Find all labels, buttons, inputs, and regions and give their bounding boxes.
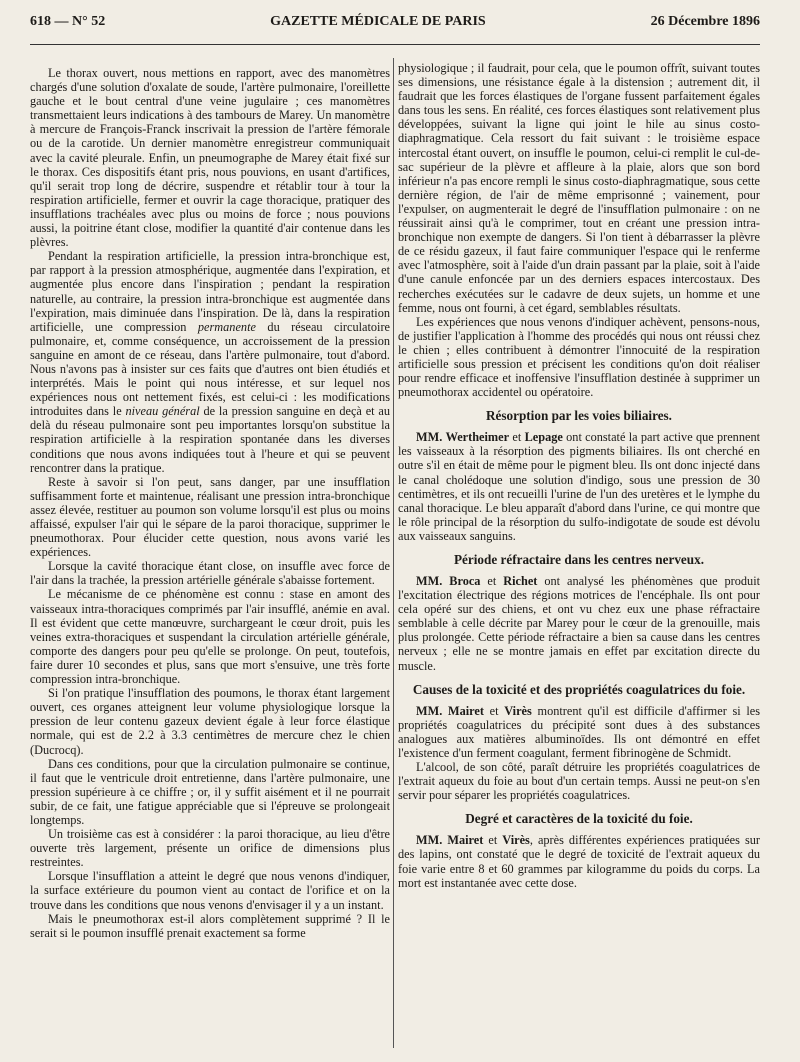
emphasis: niveau général: [125, 404, 200, 419]
text-run: ont constaté la part active que prennent les vaisseaux à la résorption des pigments biliaires. Ils ont cherché en outre s'il en était de même pour le pigment bleu. Ils ont donc injecté dans le canal cholédoque une solution d'indigo, sous une pression de 30 centimètres, et ils ont recueilli l'urine de l'un des uretères et le lymphe du canal thoracique. Le bleu apparaît d'abord dans l'urine, ce qui montre que le rôle principal de la résorption du sulfo-indigotate de soude est dévolu aux vaisseaux sanguins.: [398, 430, 761, 543]
paragraph: Si l'on pratique l'insufflation des poumons, le thorax étant largement ouvert, ces organes atteignent leur volume physiologique lorsque la pression de leur contenu gazeux devient égale à leur force élastique normale, qui est de 2.2 à 3.3 centimètres de mercure chez le chien (Ducrocq).: [30, 686, 390, 757]
paragraph: Mais le pneumothorax est-il alors complètement supprimé ? Il le serait si le poumon insufflé prenait exactement sa forme: [30, 911, 390, 940]
left-column: [30, 66, 390, 940]
text-run: et: [512, 430, 522, 445]
paragraph: [398, 574, 760, 673]
text-run: et: [487, 574, 497, 588]
journal-title: GAZETTE MÉDICALE DE PARIS: [270, 14, 486, 29]
section-heading: Causes de la toxicité et des propriétés coagulatrices du foie.: [412, 681, 746, 697]
author-name: Richet: [503, 574, 538, 588]
page-number: 618 — N° 52: [30, 14, 106, 29]
section-heading: Résorption par les voies biliaires.: [486, 408, 672, 424]
author-prefix: MM.: [416, 430, 443, 445]
paragraph: L'alcool, de son côté, paraît détruire les propriétés coagulatrices de l'extrait aqueux du foie au bout d'un certain temps. Aussi ne peut-on s'en servir pour séparer les propriétés coagulatrices.: [398, 760, 760, 803]
author-prefix: MM.: [416, 703, 443, 718]
author-name: Mairet: [447, 833, 484, 848]
text-run: Pendant la respiration artificielle, la pression intra-bronchique est, par rapport à la pression atmosphérique, augmentée dans l'expiration, et augmentée plus encore dans l'inspiration ; pendant la respiration naturelle, au contraire, la pression intra-bronchique est augmentée dans l'expiration, mais diminuée dans l'inspiration. De là, dans la respiration artificielle, une compression: [30, 249, 390, 334]
paragraph: Dans ces conditions, pour que la circulation pulmonaire se continue, il faut que le ventricule droit entretienne, dans l'artère pulmonaire, une pression supérieure à ce chiffre ; or, il y suffit aisément et il ne pourrait subir, de ce fait, une fatigue appréciable que si l'épreuve se prolongeait longtemps.: [30, 756, 390, 827]
column-divider: [393, 58, 394, 1048]
page-header: [30, 14, 760, 40]
paragraph: Le thorax ouvert, nous mettions en rapport, avec des manomètres chargés d'une solution d'oxalate de soude, l'artère pulmonaire, l'oreillette gauche et le bout central d'une veine jugulaire ; ces manomètres transmettaient leurs indications à des tambours de Marey. Un manomètre à mercure de François-Franck inscrivait la pression de l'artère fémorale ou de la carotide. Un dernier manomètre enregistreur communiquait avec la cavité pleurale. Enfin, un pneumographe de Marey était fixé sur le thorax. Ces dispositifs étant pris, nous pouvions, en usant d'artifices, qu'il serait trop long de décrire, suspendre et rétablir tour à tour la respiration artificielle, fermer et ouvrir la cage thoracique, pratiquer des insufflations trachéales avec plus ou moins de force ; nous pouvions aussi, la poitrine étant close, modifier la quantité d'air contenue dans les plèvres.: [30, 66, 390, 250]
paragraph: Reste à savoir si l'on peut, sans danger, par une insufflation suffisamment forte et maintenue, réalisant une pression intra-bronchique assez élevée, restituer au poumon son volume lorsqu'il est plus ou moins affaissé, expulser l'air qui le sépare de la paroi thoracique, supprimer le pneumothorax. Pour élucider cette question, nous avons varié les expériences.: [30, 474, 390, 560]
issue-date: 26 Décembre 1896: [650, 14, 760, 29]
text-run: montrent qu'il est difficile d'affirmer si les propriétés coagulatrices du précipité sont dues à des substances analogues aux matières albuminoïdes. Ils ont démontré en effet l'existence d'un ferment coagulant, ferment fibrinogène de Schmidt.: [398, 703, 761, 760]
text-run: du réseau circulatoire pulmonaire, et, comme conséquence, un accroissement de la pression sanguine en amont de ce réseau, dans l'artère pulmonaire, tout d'abord. Nous n'avons pas à insister sur ces faits que d'autres ont bien étudiés et interprétés. Mais le point qui nous intéresse, et sur lequel nos expériences nous ont nettement fixés, est celui-ci : les modifications introduites dans le: [30, 319, 391, 419]
paragraph: [30, 249, 390, 475]
text-run: , après différentes expériences pratiquées sur des lapins, ont constaté que le degré de toxicité de l'extrait aqueux du foie varie entre 8 et 60 grammes par kilogramme du poids du corps. La mort est instantanée avec cette dose.: [398, 833, 760, 890]
author-name: Broca: [449, 574, 481, 588]
paragraph: physiologique ; il faudrait, pour cela, que le poumon offrît, suivant toutes ses dimensions, une résistance égale à la distension ; autrement dit, il faudrait que les forces élastiques de l'organe fussent parfaitement égales dans tous les sens. En réalité, ces forces élastiques sont relativement plus développées, suivant la ligne qui joint le hile au sinus costo-diaphragmatique. Cela ressort du fait suivant : le troisième espace intercostal étant ouvert, on insuffle le poumon, celui-ci remplit le cul-de-sac supérieur de la plèvre et affleure à la plaie, alors que son bord inférieur n'a pas encore rempli le sinus costo-diaphragmatique, sous cette dernière région, de l'air de même emprisonné ; vainement, pour l'expulser, on augmenterait le degré de l'insufflation pulmonaire : on ne réussirait ainsi qu'à le comprimer, tout en créant une pression intra-bronchique non exempte de dangers. Si l'on tient à débarrasser la plèvre de ce résidu gazeux, il faut faire communiquer l'espace qui le renferme avec l'atmosphère, soit à l'aide d'un drain passant par la plaie, soit à l'aide d'une canule enfoncée par un des derniers espaces intercostaux. Des recherches exécutées sur le cadavre de deux sujets, un homme et une femme, nous ont fourni, à cet égard, semblables résultats.: [398, 61, 760, 315]
author-name: Virès: [502, 833, 530, 848]
author-prefix: MM.: [416, 574, 443, 588]
author-prefix: MM.: [416, 833, 443, 848]
author-name: Mairet: [448, 703, 484, 718]
paragraph: [398, 833, 760, 889]
header-rule: [30, 44, 760, 45]
paragraph: Lorsque la cavité thoracique étant close, on insuffle avec force de l'air dans la trachée, la pression artérielle générale s'abaisse fortement.: [30, 559, 390, 588]
text-run: et: [489, 703, 499, 718]
paragraph: Un troisième cas est à considérer : la paroi thoracique, au lieu d'être ouverte très largement, présente un orifice de dimensions plus restreintes.: [30, 827, 390, 870]
text-run: ont analysé les phénomènes que produit l'excitation électrique des régions motrices de l'encéphale. Ils ont pour cela opéré sur des chiens, et ont vu chez eux une phase réfractaire semblable à celle décrite par Marey pour le cœur de la grenouille, mais plus prolongée. Cette période réfractaire a bien sa cause dans les centres nerveux ; elle ne se montre jamais en effet par excitation directe du muscle.: [398, 574, 761, 673]
paragraph: [398, 430, 760, 543]
author-name: Lepage: [524, 430, 563, 445]
emphasis: permanente: [197, 319, 256, 334]
paragraph: Lorsque l'insufflation a atteint le degré que nous venons d'indiquer, la surface extérieure du poumon vient au contact de l'orifice et on la trouve dans les conditions que nous venons d'envisager il y a un instant.: [30, 869, 390, 912]
paragraph: Le mécanisme de ce phénomène est connu : stase en amont des vaisseaux intra-thoraciques comprimés par l'air insufflé, anémie en aval. Il est évident que cette manœuvre, surchargeant le cœur droit, puis les veines extra-thoraciques et suspendant la circulation artérielle générale, comporte des dangers pour peu qu'elle se prolonge. On peut, toutefois, faire durer 10 secondes et plus, sans que mort s'ensuive, une très forte compression intra-bronchique.: [30, 587, 390, 687]
paragraph: [398, 704, 760, 760]
right-column: [398, 61, 760, 890]
section-heading: Degré et caractères de la toxicité du foie.: [465, 811, 693, 827]
section-heading: Période réfractaire dans les centres nerveux.: [454, 552, 704, 567]
paragraph: Les expériences que nous venons d'indiquer achèvent, pensons-nous, de justifier l'application à l'homme des procédés qui nous ont réussi chez le chien ; elles contribuent à démontrer l'innocuité de la respiration artificielle sous pression et précisent les conditions qu'on doit réaliser pour rendre efficace et inoffensive l'insufflation destinée à supprimer un pneumothorax accidentel ou opératoire.: [398, 314, 760, 400]
text-run: et: [488, 833, 498, 848]
author-name: Wertheimer: [445, 430, 510, 445]
author-name: Virès: [504, 703, 532, 718]
text-run: de la pression sanguine en deçà et au delà du réseau pulmonaire sont peu importantes lorsqu'on substitue la respiration artificielle à la respiration spontanée dans les diverses conditions que nous avons indiquées tout à l'heure et qui se peuvent rencontrer dans la pratique.: [30, 404, 391, 475]
